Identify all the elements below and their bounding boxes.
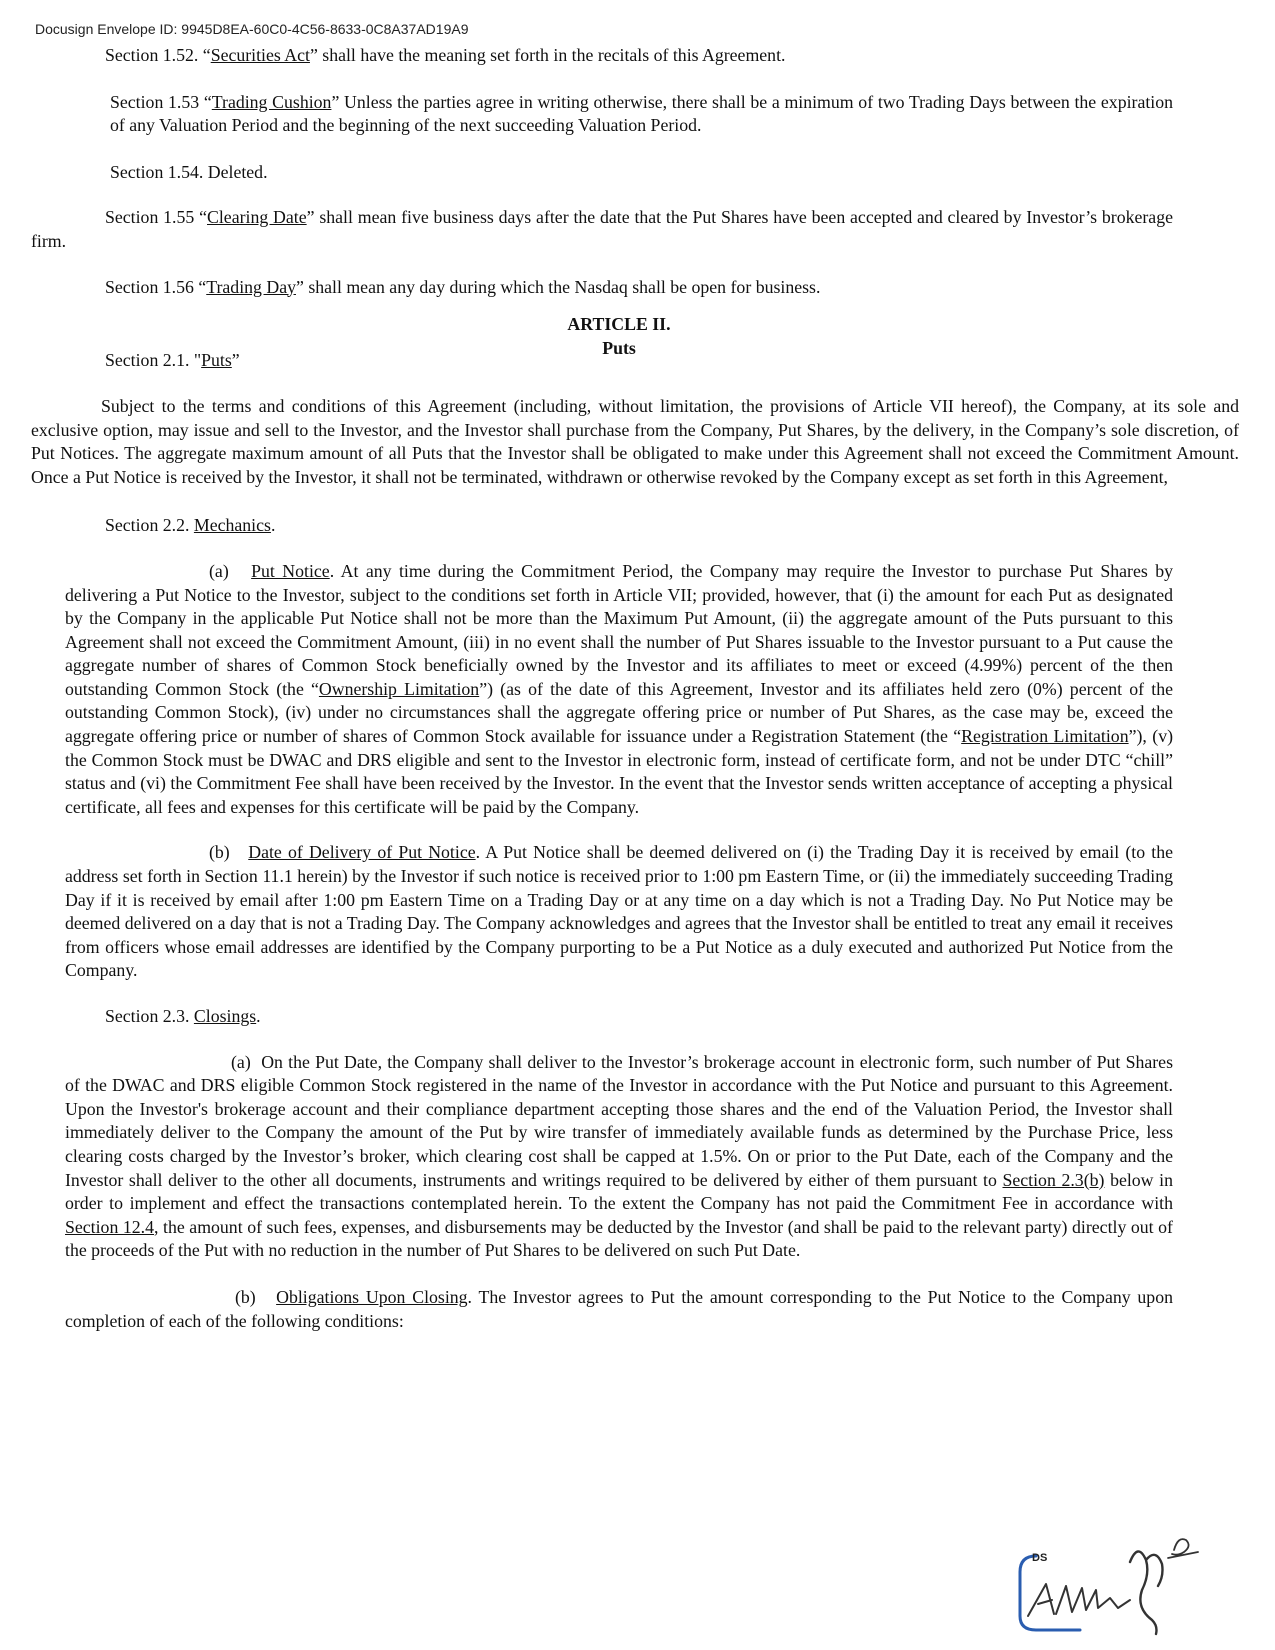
- envelope-id: Docusign Envelope ID: 9945D8EA-60C0-4C56-8633-0C8A37AD19A9: [35, 21, 469, 37]
- clause-heading: Put Notice: [251, 560, 330, 581]
- section-reference: Section 12.4: [65, 1216, 155, 1237]
- section-reference: Section 2.3(b): [1002, 1169, 1105, 1190]
- section-2-2-a: (a) Put Notice. At any time during the Commitment Period, the Company may require the Investor to purchase Put Shares by delivering a Put Notice to the Investor, subject to the conditions set forth in Article VII; provided, however, that (i) the amount for each Put as designated by the Company in the applicable Put Notice shall not be more than the Maximum Put Amount, (ii) the aggregate amount of the Puts pursuant to this Agreement shall not exceed the Commitment Amount, (iii) in no event shall the number of Put Shares issuable to the Investor pursuant to a Put cause the aggregate number of shares of Common Stock beneficially owned by the Investor and its affiliates to meet or exceed (4.99%) percent of the then outstanding Common Stock (the “Ownership Limitation”) (as of the date of this Agreement, Investor and its affiliates held zero (0%) percent of the outstanding Common Stock), (iv) under no circumstances shall the aggregate offering price or number of Put Shares, as the case may be, exceed the aggregate offering price or number of shares of Common Stock available for issuance under a Registration Statement (the “Registration Limitation”), (v) the Common Stock must be DWAC and DRS eligible and sent to the Investor in electronic form, instead of certificate form, and not be under DTC “chill” status and (vi) the Commitment Fee shall have been received by the Investor. In the event that the Investor sends written acceptance of accepting a physical certificate, all fees and expenses for this certificate will be paid by the Company.: [65, 560, 1174, 817]
- defined-term: Securities Act: [210, 45, 310, 65]
- section-2-1-body: Subject to the terms and conditions of this Agreement (including, without limitation, the provisions of Article VII hereof), the Company, at its sole and exclusive option, may issue and sell to the Investor, and the Investor shall purchase from the Company, Put Shares, by the delivery, in the Company’s sole discretion, of Put Notices. The aggregate maximum amount of all Puts that the Investor shall be obligated to make under this Agreement shall not exceed the Commitment Amount. Once a Put Notice is received by the Investor, it shall not be terminated, withdrawn or otherwise revoked by the Company except as set forth in this Agreement,: [31, 395, 1239, 487]
- section-1-53: Section 1.53 “Trading Cushion” Unless the parties agree in writing otherwise, there shall be a minimum of two Trading Days between the expiration of any Valuation Period and the beginning of the next succeeding Valuation Period.: [110, 91, 1173, 136]
- defined-term: Clearing Date: [207, 207, 307, 228]
- section-2-2-heading: Section 2.2. Mechanics.: [105, 515, 276, 536]
- section-title: Closings: [193, 1006, 257, 1026]
- clause-label: (b): [209, 842, 230, 863]
- clause-heading: Date of Delivery of Put Notice: [248, 842, 476, 863]
- section-2-3-b: (b) Obligations Upon Closing. The Investor agrees to Put the amount corresponding to the Put Notice to the Company upon completion of each of the following conditions:: [65, 1286, 1173, 1331]
- section-2-3-heading: Section 2.3. Closings.: [105, 1006, 261, 1026]
- article-title: Puts: [602, 337, 636, 358]
- defined-term: Trading Day: [206, 276, 296, 297]
- section-1-55: Section 1.55 “Clearing Date” shall mean five business days after the date that the Put Shares have been accepted and cleared by Investor’s brokerage firm.: [31, 207, 1173, 251]
- section-2-2-b: (b) Date of Delivery of Put Notice. A Put Notice shall be deemed delivered on (i) the Trading Day it is received by email (to the address set forth in Section 11.1 herein) by the Investor if such notice is received prior to 1:00 pm Eastern Time, or (ii) the immediately succeeding Trading Day if it is received by email after 1:00 pm Eastern Time on a Trading Day or at any time on a day which is not a Trading Day. No Put Notice may be deemed delivered on a day that is not a Trading Day. The Company acknowledges and agrees that the Investor shall be entitled to treat any email it receives from officers whose email addresses are identified by the Company purporting to be a Put Notice as a duly executed and authorized Put Notice from the Company.: [65, 842, 1173, 981]
- defined-term: Trading Cushion: [211, 91, 332, 112]
- docusign-tag: DS: [1032, 1552, 1048, 1564]
- clause-heading: Obligations Upon Closing: [276, 1286, 468, 1307]
- section-1-54: Section 1.54. Deleted.: [110, 161, 268, 182]
- defined-term: Registration Limitation: [961, 726, 1129, 747]
- docusign-initials-stamp: [1010, 1528, 1210, 1640]
- section-2-1-heading: Section 2.1. "Puts”: [105, 350, 240, 371]
- section-title: Puts: [201, 350, 232, 371]
- section-1-52: Section 1.52. “Securities Act” shall have the meaning set forth in the recitals of this Agreement.: [105, 45, 786, 65]
- clause-label: (a): [209, 560, 229, 581]
- section-1-56: Section 1.56 “Trading Day” shall mean any day during which the Nasdaq shall be open for business.: [105, 276, 821, 297]
- defined-term: Ownership Limitation: [318, 678, 480, 699]
- article-number: ARTICLE II.: [567, 314, 671, 335]
- clause-label: (a): [231, 1051, 251, 1072]
- section-title: Mechanics: [193, 515, 271, 536]
- document-body: [31, 44, 1239, 1333]
- clause-label: (b): [235, 1286, 256, 1307]
- section-2-3-a: (a) On the Put Date, the Company shall deliver to the Investor’s brokerage account in electronic form, such number of Put Shares of the DWAC and DRS eligible Common Stock registered in the name of the Investor in accordance with the Put Notice and pursuant to this Agreement. Upon the Investor's brokerage account and their compliance department accepting those shares and the end of the Valuation Period, the Investor shall immediately deliver to the Company the amount of the Put by wire transfer of immediately available funds as determined by the Purchase Price, less clearing costs charged by the Investor’s broker, which clearing cost shall be capped at 1.5%. On or prior to the Put Date, each of the Company and the Investor shall deliver to the other all documents, instruments and writings required to be delivered by either of them pursuant to Section 2.3(b) below in order to implement and effect the transactions contemplated herein. To the extent the Company has not paid the Commitment Fee in accordance with Section 12.4, the amount of such fees, expenses, and disbursements may be deducted by the Investor (and shall be paid to the relevant party) directly out of the proceeds of the Put with no reduction in the number of Put Shares to be delivered on such Put Date.: [65, 1051, 1173, 1261]
